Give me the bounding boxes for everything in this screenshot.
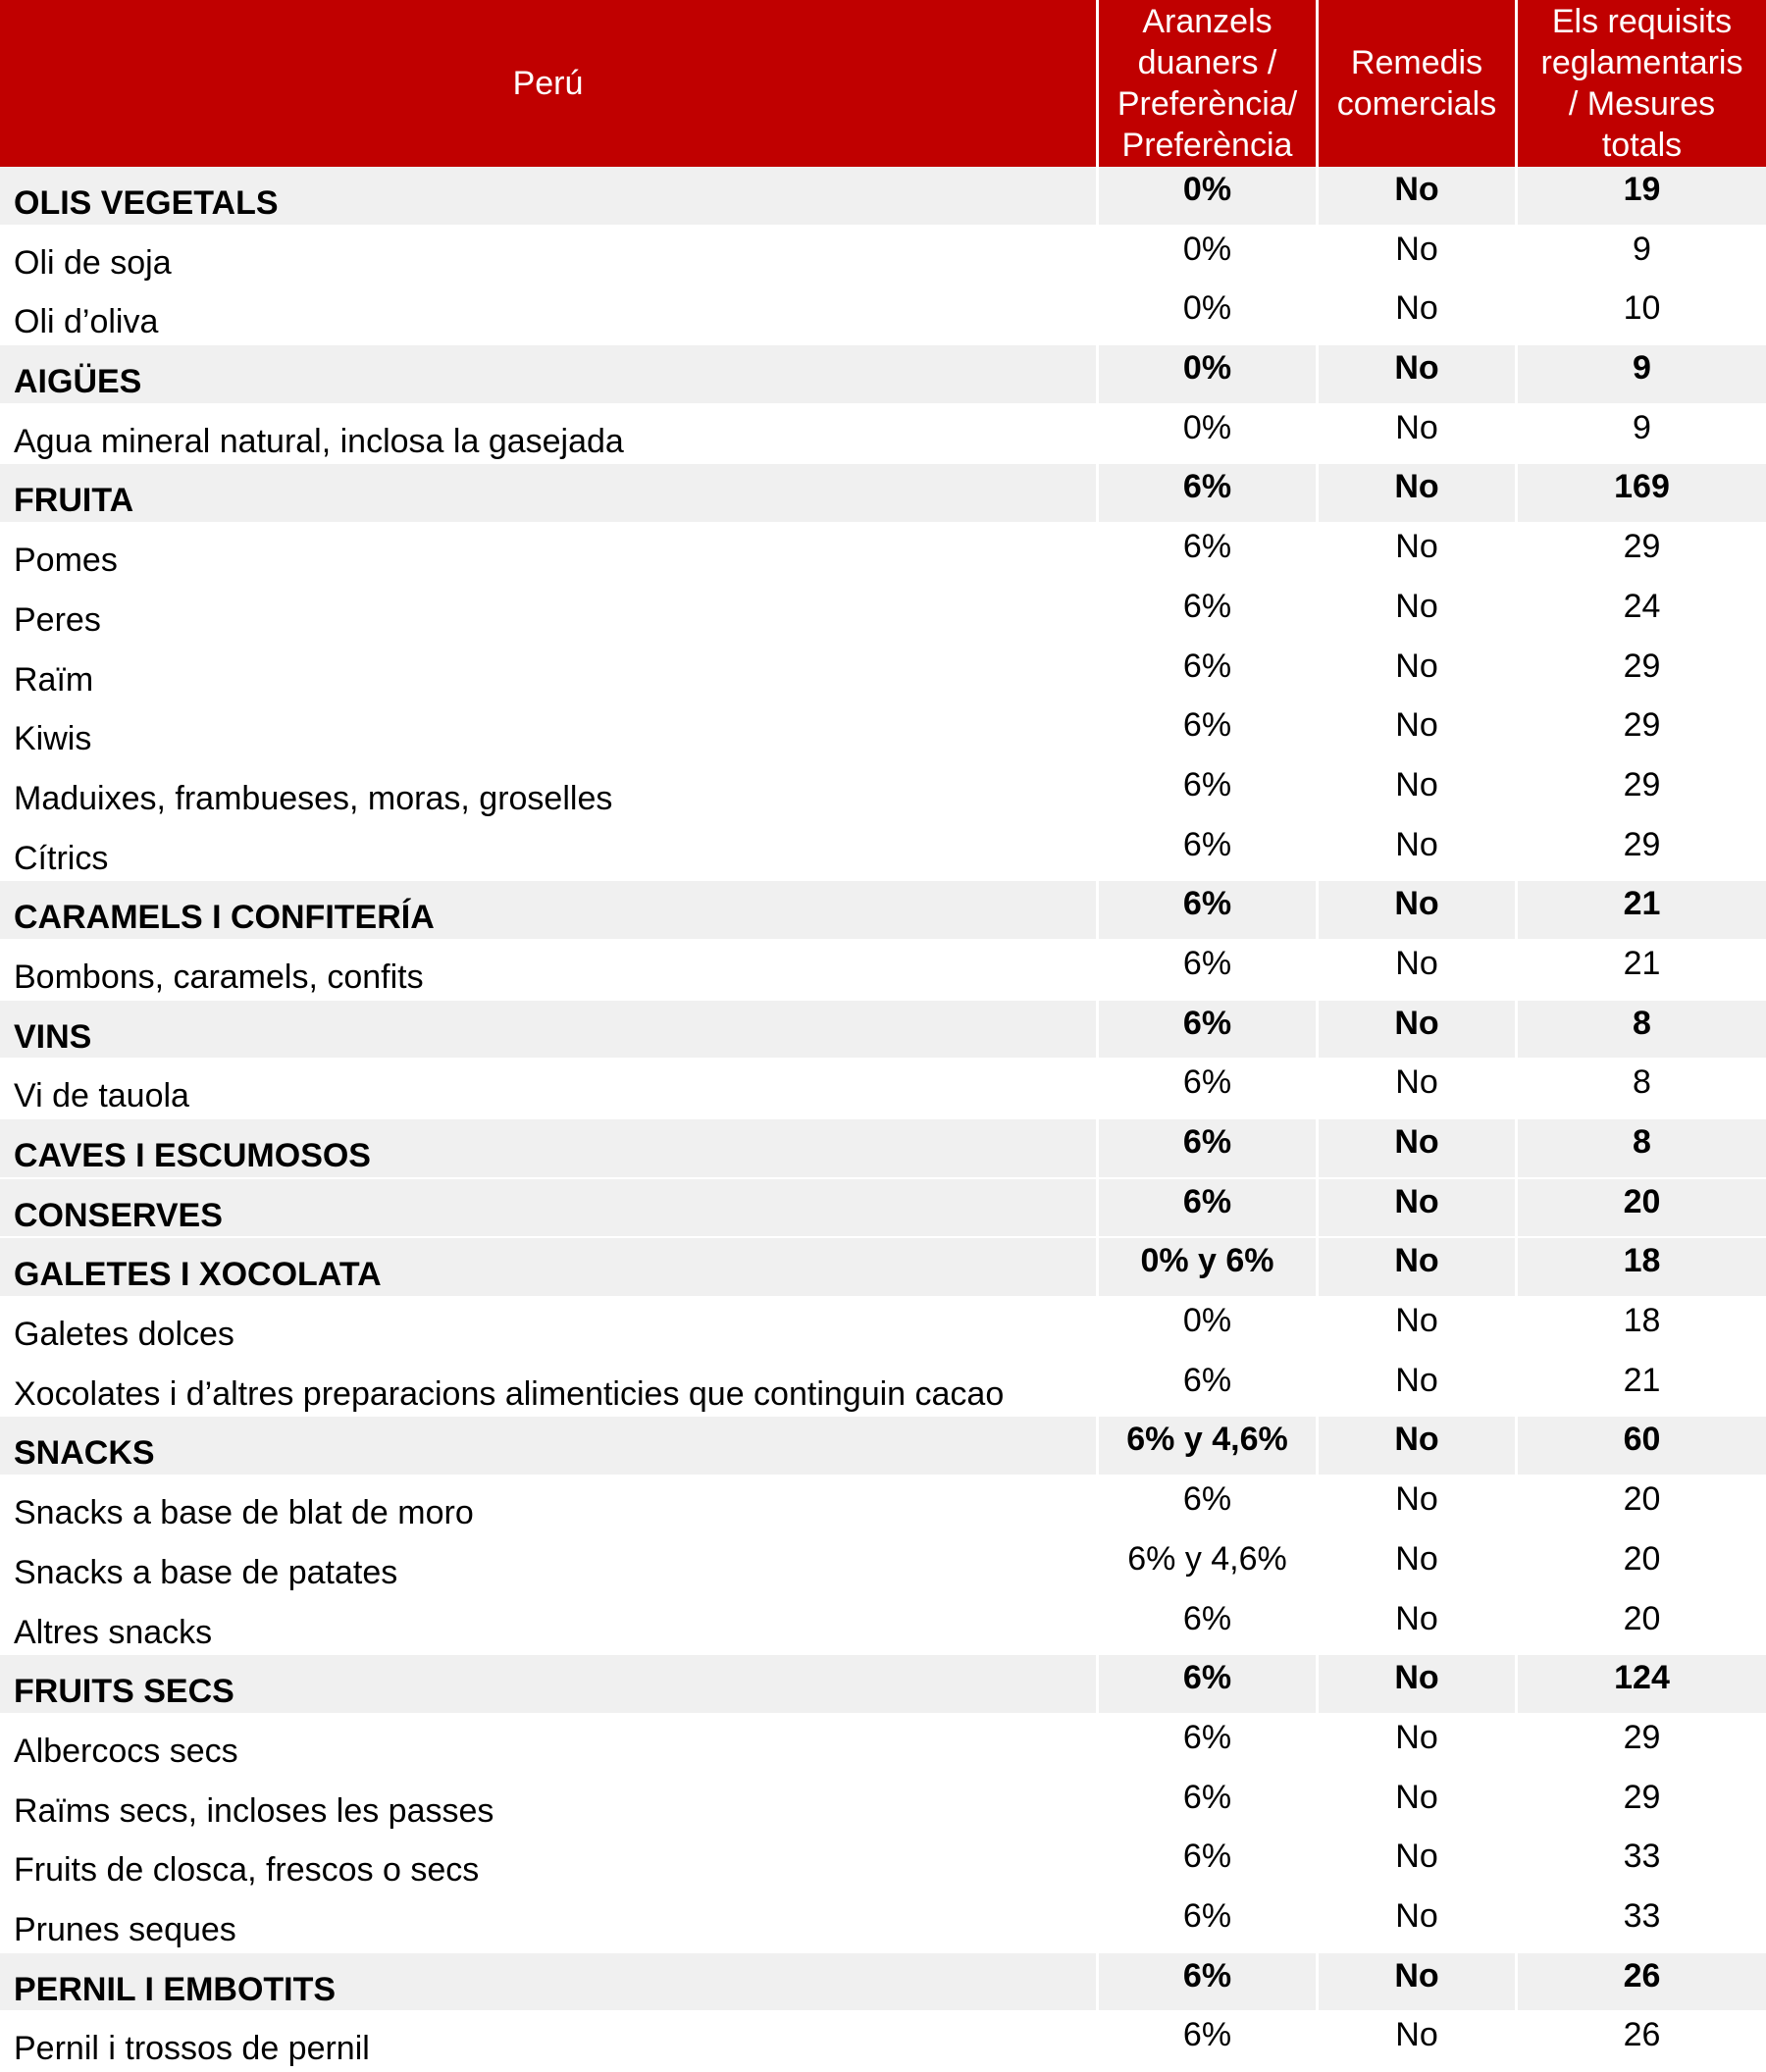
row-product-name: Pomes	[0, 524, 1099, 582]
row-measures: 8	[1633, 1063, 1651, 1102]
row-tariff: 6%	[1099, 1060, 1319, 1117]
row-measures: 9	[1518, 345, 1766, 403]
table-row	[0, 941, 1766, 1001]
row-product-name: Prunes seques	[0, 1893, 1099, 1951]
row-measures: 18	[1518, 1238, 1766, 1296]
row-remedy: No	[1319, 285, 1518, 343]
row-tariff: 0%	[1099, 345, 1319, 403]
table-row	[0, 1298, 1766, 1358]
row-measures: 19	[1518, 167, 1766, 225]
row-remedy: No	[1319, 1179, 1518, 1237]
table-row	[0, 227, 1766, 286]
header-requirements: Els requisits reglamentaris / Mesures totals	[1518, 0, 1766, 167]
category-row	[0, 1119, 1766, 1179]
row-measures: 20	[1623, 1599, 1661, 1637]
row-remedy: No	[1319, 1536, 1518, 1594]
row-measures: 124	[1518, 1655, 1766, 1713]
row-tariff: 6% y 4,6%	[1099, 1417, 1319, 1475]
row-measures: 29	[1623, 825, 1661, 863]
row-remedy: No	[1319, 1298, 1518, 1356]
row-measures: 20	[1623, 1480, 1661, 1519]
row-remedy: No	[1319, 1119, 1518, 1177]
row-measures: 21	[1623, 1361, 1661, 1399]
row-tariff: 0% y 6%	[1099, 1238, 1319, 1296]
row-measures: 60	[1518, 1417, 1766, 1475]
row-product-name: FRUITA	[0, 464, 1099, 522]
row-remedy: No	[1319, 1715, 1518, 1773]
row-tariff: 6%	[1099, 1893, 1319, 1951]
table-row	[0, 1476, 1766, 1536]
row-remedy: No	[1319, 1834, 1518, 1891]
row-remedy: No	[1319, 405, 1518, 463]
row-product-name: Altres snacks	[0, 1596, 1099, 1654]
row-tariff: 6%	[1099, 941, 1319, 999]
row-remedy: No	[1319, 2012, 1518, 2070]
row-tariff: 6%	[1099, 524, 1319, 582]
row-product-name: Vi de tauola	[0, 1060, 1099, 1117]
row-remedy: No	[1319, 464, 1518, 522]
row-tariff: 6%	[1099, 1775, 1319, 1833]
category-row	[0, 345, 1766, 405]
row-tariff: 6%	[1099, 2012, 1319, 2070]
row-tariff: 0%	[1099, 1298, 1319, 1356]
category-row	[0, 1001, 1766, 1061]
category-row	[0, 167, 1766, 227]
row-remedy: No	[1319, 702, 1518, 760]
row-product-name: GALETES I XOCOLATA	[0, 1238, 1099, 1296]
row-product-name: Peres	[0, 584, 1099, 642]
row-tariff: 6%	[1099, 1001, 1319, 1059]
row-measures: 18	[1623, 1302, 1661, 1340]
row-tariff: 6%	[1099, 1596, 1319, 1654]
table-row	[0, 1893, 1766, 1953]
row-measures: 20	[1518, 1179, 1766, 1237]
row-remedy: No	[1319, 1238, 1518, 1296]
row-measures: 29	[1623, 1718, 1661, 1756]
row-tariff: 6%	[1099, 1358, 1319, 1416]
row-remedy: No	[1319, 524, 1518, 582]
row-product-name: Oli de soja	[0, 227, 1099, 285]
table-header	[0, 0, 1766, 167]
category-row	[0, 1655, 1766, 1715]
row-product-name: Raïms secs, incloses les passes	[0, 1775, 1099, 1833]
row-measures: 21	[1623, 944, 1661, 982]
row-measures: 8	[1518, 1119, 1766, 1177]
row-measures: 8	[1518, 1001, 1766, 1059]
row-measures: 21	[1518, 881, 1766, 939]
row-measures: 29	[1623, 1778, 1661, 1816]
row-remedy: No	[1319, 1417, 1518, 1475]
row-product-name: VINS	[0, 1001, 1099, 1059]
row-remedy: No	[1319, 1060, 1518, 1117]
row-remedy: No	[1319, 1893, 1518, 1951]
row-remedy: No	[1319, 822, 1518, 880]
row-tariff: 6%	[1099, 1715, 1319, 1773]
row-remedy: No	[1319, 881, 1518, 939]
row-product-name: PERNIL I EMBOTITS	[0, 1953, 1099, 2011]
table-row	[0, 1775, 1766, 1835]
row-tariff: 6%	[1099, 1119, 1319, 1177]
row-tariff: 6%	[1099, 1476, 1319, 1534]
row-product-name: Maduixes, frambueses, moras, groselles	[0, 762, 1099, 820]
row-tariff: 6%	[1099, 762, 1319, 820]
row-product-name: Snacks a base de blat de moro	[0, 1476, 1099, 1534]
row-tariff: 6%	[1099, 1179, 1319, 1237]
row-product-name: Xocolates i d’altres preparacions alimenticies que continguin cacao	[0, 1358, 1099, 1416]
category-row	[0, 1238, 1766, 1298]
row-product-name: CONSERVES	[0, 1179, 1099, 1237]
row-tariff: 6%	[1099, 584, 1319, 642]
table-row	[0, 405, 1766, 465]
table-body	[0, 167, 1766, 2072]
row-tariff: 6%	[1099, 702, 1319, 760]
row-product-name: AIGÜES	[0, 345, 1099, 403]
row-remedy: No	[1319, 644, 1518, 701]
table-row	[0, 702, 1766, 762]
row-measures: 26	[1518, 1953, 1766, 2011]
row-measures: 20	[1623, 1539, 1661, 1578]
row-remedy: No	[1319, 1655, 1518, 1713]
row-product-name: CARAMELS I CONFITERÍA	[0, 881, 1099, 939]
row-measures: 24	[1623, 587, 1661, 625]
row-remedy: No	[1319, 1001, 1518, 1059]
header-remedies: Remedis comercials	[1319, 0, 1518, 167]
row-product-name: Oli d’oliva	[0, 285, 1099, 343]
table-row	[0, 1834, 1766, 1893]
row-tariff: 6%	[1099, 881, 1319, 939]
row-product-name: Galetes dolces	[0, 1298, 1099, 1356]
row-tariff: 0%	[1099, 285, 1319, 343]
row-product-name: Fruits de closca, frescos o secs	[0, 1834, 1099, 1891]
category-row	[0, 1179, 1766, 1239]
row-remedy: No	[1319, 167, 1518, 225]
row-product-name: FRUITS SECS	[0, 1655, 1099, 1713]
row-product-name: Cítrics	[0, 822, 1099, 880]
table-row	[0, 524, 1766, 584]
row-tariff: 6%	[1099, 464, 1319, 522]
header-tariffs: Aranzels duaners / Preferència/ Preferència	[1099, 0, 1319, 167]
row-product-name: OLIS VEGETALS	[0, 167, 1099, 225]
table-row	[0, 1358, 1766, 1418]
row-measures: 9	[1633, 230, 1651, 268]
row-measures: 169	[1518, 464, 1766, 522]
row-measures: 9	[1633, 408, 1651, 446]
row-product-name: Agua mineral natural, inclosa la gasejada	[0, 405, 1099, 463]
row-product-name: CAVES I ESCUMOSOS	[0, 1119, 1099, 1177]
row-remedy: No	[1319, 227, 1518, 285]
row-tariff: 6%	[1099, 822, 1319, 880]
row-remedy: No	[1319, 941, 1518, 999]
row-tariff: 6%	[1099, 644, 1319, 701]
row-measures: 10	[1623, 289, 1661, 328]
row-measures: 33	[1623, 1838, 1661, 1876]
row-remedy: No	[1319, 584, 1518, 642]
table-row	[0, 584, 1766, 644]
table-row	[0, 1536, 1766, 1596]
table-row	[0, 285, 1766, 345]
table-row	[0, 2012, 1766, 2072]
table-row	[0, 822, 1766, 882]
category-row	[0, 881, 1766, 941]
row-measures: 29	[1623, 706, 1661, 745]
row-tariff: 0%	[1099, 227, 1319, 285]
row-measures: 29	[1623, 765, 1661, 803]
row-product-name: Snacks a base de patates	[0, 1536, 1099, 1594]
row-product-name: Pernil i trossos de pernil	[0, 2012, 1099, 2070]
row-remedy: No	[1319, 1596, 1518, 1654]
row-tariff: 6%	[1099, 1953, 1319, 2011]
row-measures: 29	[1623, 528, 1661, 566]
row-product-name: Albercocs secs	[0, 1715, 1099, 1773]
row-measures: 29	[1623, 647, 1661, 685]
category-row	[0, 1417, 1766, 1476]
row-measures: 33	[1623, 1896, 1661, 1935]
header-country: Perú	[0, 0, 1099, 167]
row-tariff: 6%	[1099, 1655, 1319, 1713]
row-tariff: 0%	[1099, 405, 1319, 463]
row-measures: 26	[1623, 2016, 1661, 2054]
table-row	[0, 644, 1766, 703]
table-row	[0, 1715, 1766, 1775]
row-product-name: Raïm	[0, 644, 1099, 701]
category-row	[0, 464, 1766, 524]
row-product-name: Bombons, caramels, confits	[0, 941, 1099, 999]
table-row	[0, 762, 1766, 822]
row-product-name: SNACKS	[0, 1417, 1099, 1475]
table-row	[0, 1060, 1766, 1119]
row-tariff: 6% y 4,6%	[1099, 1536, 1319, 1594]
row-remedy: No	[1319, 1358, 1518, 1416]
row-product-name: Kiwis	[0, 702, 1099, 760]
row-remedy: No	[1319, 762, 1518, 820]
row-remedy: No	[1319, 345, 1518, 403]
category-row	[0, 1953, 1766, 2013]
row-tariff: 6%	[1099, 1834, 1319, 1891]
row-remedy: No	[1319, 1476, 1518, 1534]
row-remedy: No	[1319, 1775, 1518, 1833]
row-tariff: 0%	[1099, 167, 1319, 225]
row-remedy: No	[1319, 1953, 1518, 2011]
table-row	[0, 1596, 1766, 1656]
